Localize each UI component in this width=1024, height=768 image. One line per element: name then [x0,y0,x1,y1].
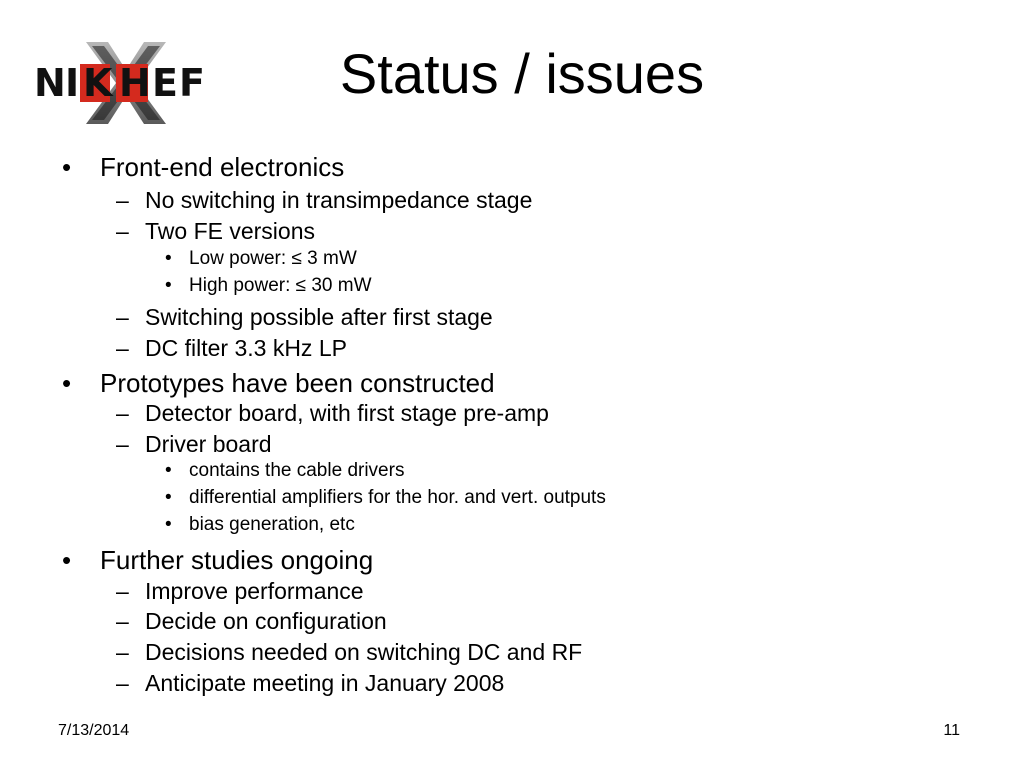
list-item-text: Decisions needed on switching DC and RF [145,639,583,665]
bullet-level1-marker: • [62,152,72,182]
list-item-text: DC filter 3.3 kHz LP [145,335,347,361]
footer-date: 7/13/2014 [58,722,130,739]
bullet-level2-marker: – [116,608,129,634]
list-item-text: Front-end electronics [100,152,345,182]
list-item-text: Further studies ongoing [100,545,374,575]
list-item-text: Switching possible after first stage [145,304,493,330]
svg-text:F: F [179,61,205,105]
bullet-level2-marker: – [116,578,129,604]
svg-text:K: K [83,61,113,105]
bullet-level3-marker: • [165,275,172,296]
slide-title: Status / issues [339,42,705,105]
list-item-text: Driver board [145,431,272,457]
bullet-level3-marker: • [165,487,172,508]
svg-text:N: N [34,61,66,105]
svg-text:H: H [119,61,151,105]
list-item-text: differential amplifiers for the hor. and vert. outputs [189,487,606,508]
svg-text:I: I [65,61,80,105]
list-item-text: Improve performance [145,578,364,604]
list-item-text: Anticipate meeting in January 2008 [145,670,505,696]
bullet-level2-marker: – [116,400,129,426]
bullet-level2-marker: – [116,335,129,361]
bullet-level3-marker: • [165,460,172,481]
bullet-level3-marker: • [165,248,172,269]
bullet-level2-marker: – [116,187,129,213]
bullet-level3-marker: • [165,514,172,535]
bullet-level2-marker: – [116,639,129,665]
bullet-level1-marker: • [62,545,72,575]
list-item-text: Prototypes have been constructed [100,368,495,398]
list-item-text: Decide on configuration [145,608,387,634]
list-item-text: bias generation, etc [189,514,355,535]
bullet-level1-marker: • [62,368,72,398]
list-item-text: Low power: ≤ 3 mW [189,248,357,269]
list-item-text: High power: ≤ 30 mW [189,275,372,296]
list-item-text: No switching in transimpedance stage [145,187,533,213]
bullet-level2-marker: – [116,431,129,457]
svg-text:E: E [152,61,178,105]
bullet-level2-marker: – [116,304,129,330]
page-number: 11 [943,722,960,739]
bullet-level2-marker: – [116,670,129,696]
bullet-level2-marker: – [116,218,129,244]
list-item-text: Two FE versions [145,218,315,244]
list-item-text: contains the cable drivers [189,460,405,481]
list-item-text: Detector board, with first stage pre-amp [145,400,549,426]
